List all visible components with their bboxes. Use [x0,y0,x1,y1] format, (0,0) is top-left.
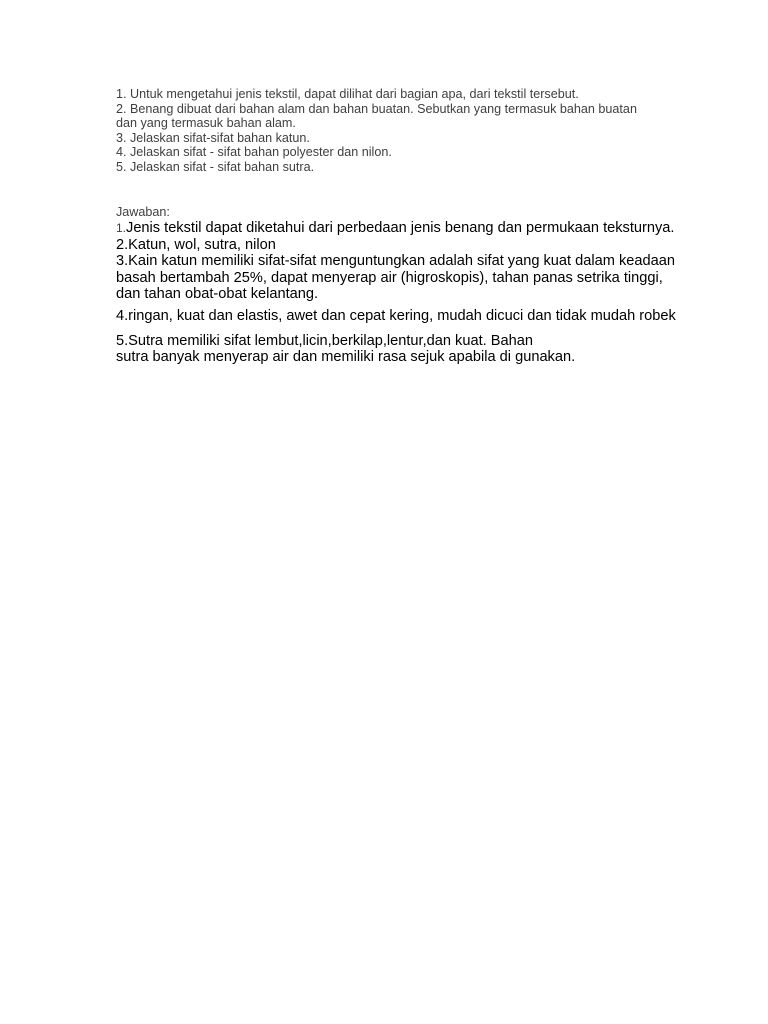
answer-2: 2.Katun, wol, sutra, nilon [116,236,276,253]
answer-3: 3.Kain katun memiliki sifat-sifat menguntungkan adalah sifat yang kuat dalam keadaan basah bertambah 25%, dapat menyerap air (higroskopis), tahan panas setrika tinggi, dan tahan obat-obat kelantang. [116,253,675,302]
question-3: 3. Jelaskan sifat-sifat bahan katun. [116,130,310,145]
answer-1-text: Jenis tekstil dapat diketahui dari perbedaan jenis benang dan permukaan teksturnya. [126,220,675,236]
answer-1 [116,220,676,237]
answer-4: 4.ringan, kuat dan elastis, awet dan cepat kering, mudah dicuci dan tidak mudah robek [116,307,676,324]
question-2: 2. Benang dibuat dari bahan alam dan bahan buatan. Sebutkan yang termasuk bahan buatan dan yang termasuk bahan alam. [116,101,637,130]
answer-5-line-1: 5.Sutra memiliki sifat lembut,licin,berkilap,lentur,dan kuat. Bahan [116,332,533,349]
answer-5 [116,333,676,366]
answer-5-line-2: sutra banyak menyerap air dan memiliki rasa sejuk apabila di gunakan. [116,349,576,365]
answer-section [116,204,676,366]
question-5: 5. Jelaskan sifat - sifat bahan sutra. [116,159,315,174]
question-4: 4. Jelaskan sifat - sifat bahan polyester dan nilon. [116,145,392,159]
answer-1-number: 1. [116,221,127,235]
question-list [116,87,656,174]
question-1: 1. Untuk mengetahui jenis tekstil, dapat dilihat dari bagian apa, dari tekstil tersebut. [116,87,579,101]
answers-label: Jawaban: [116,205,170,219]
